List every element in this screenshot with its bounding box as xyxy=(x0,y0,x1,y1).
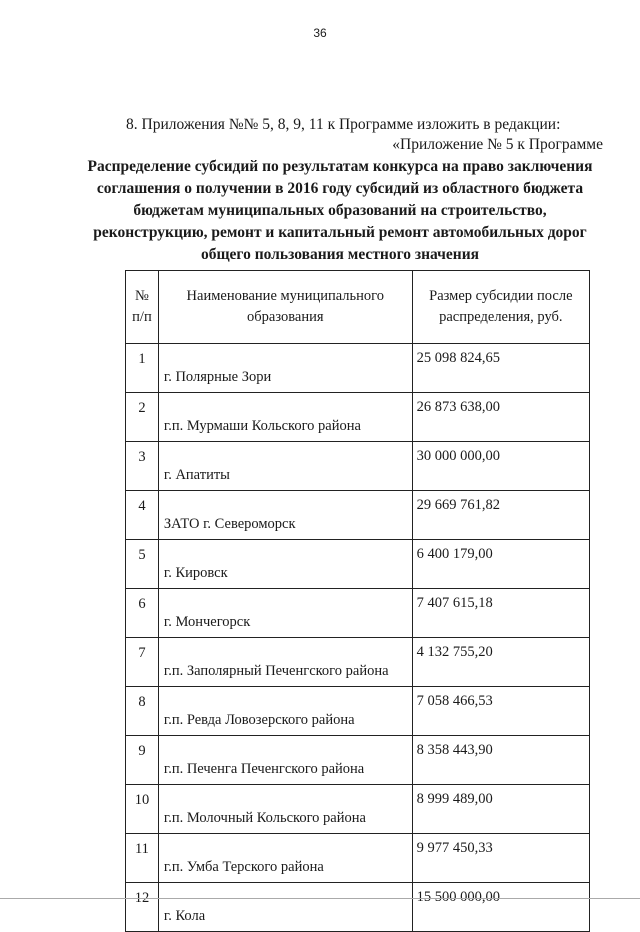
municipality-name: ЗАТО г. Североморск xyxy=(158,491,412,540)
row-number: 1 xyxy=(126,344,159,393)
table-row xyxy=(126,589,590,638)
document-heading xyxy=(70,156,610,266)
municipality-name: г.п. Умба Терского района xyxy=(158,834,412,883)
table-row xyxy=(126,687,590,736)
table-row xyxy=(126,393,590,442)
subsidy-amount: 4 132 755,20 xyxy=(412,638,589,687)
municipality-name: г.п. Заполярный Печенгского района xyxy=(158,638,412,687)
heading-line: реконструкцию, ремонт и капитальный ремонт автомобильных дорог xyxy=(93,224,587,241)
heading-line: бюджетам муниципальных образований на строительство, xyxy=(133,202,547,219)
header-amount-line: распределения, руб. xyxy=(439,309,563,325)
municipality-name: г. Полярные Зори xyxy=(158,344,412,393)
municipality-name: г.п. Мурмаши Кольского района xyxy=(158,393,412,442)
header-name xyxy=(158,271,412,344)
subsidy-amount: 25 098 824,65 xyxy=(412,344,589,393)
municipality-name: г.п. Ревда Ловозерского района xyxy=(158,687,412,736)
subsidy-amount: 6 400 179,00 xyxy=(412,540,589,589)
row-number: 4 xyxy=(126,491,159,540)
table-row xyxy=(126,834,590,883)
subsidy-amount: 7 407 615,18 xyxy=(412,589,589,638)
subsidy-amount: 15 500 000,00 xyxy=(412,883,589,932)
header-name-line: образования xyxy=(247,309,324,325)
appendix-reference: «Приложение № 5 к Программе xyxy=(392,136,603,153)
heading-line: Распределение субсидий по результатам конкурса на право заключения xyxy=(87,158,593,175)
heading-line: общего пользования местного значения xyxy=(200,246,480,263)
table-row xyxy=(126,344,590,393)
header-num-line: п/п xyxy=(132,309,152,325)
row-number: 7 xyxy=(126,638,159,687)
page-bottom-edge xyxy=(0,898,640,899)
header-num-line: № xyxy=(135,288,149,304)
municipality-name: г. Апатиты xyxy=(158,442,412,491)
subsidy-amount: 9 977 450,33 xyxy=(412,834,589,883)
subsidy-amount: 8 358 443,90 xyxy=(412,736,589,785)
row-number: 8 xyxy=(126,687,159,736)
heading-line: соглашения о получении в 2016 году субсидий из областного бюджета xyxy=(96,180,584,197)
intro-paragraph: 8. Приложения №№ 5, 8, 9, 11 к Программе изложить в редакции: xyxy=(126,116,561,133)
table-row xyxy=(126,638,590,687)
table-header-row xyxy=(126,271,590,344)
municipality-name: г. Кола xyxy=(158,883,412,932)
table-row xyxy=(126,491,590,540)
row-number: 5 xyxy=(126,540,159,589)
subsidy-amount: 30 000 000,00 xyxy=(412,442,589,491)
subsidy-table xyxy=(125,270,590,932)
table-row xyxy=(126,736,590,785)
subsidy-amount: 8 999 489,00 xyxy=(412,785,589,834)
row-number: 12 xyxy=(126,883,159,932)
row-number: 10 xyxy=(126,785,159,834)
table-row xyxy=(126,540,590,589)
municipality-name: г.п. Печенга Печенгского района xyxy=(158,736,412,785)
table-row xyxy=(126,442,590,491)
row-number: 6 xyxy=(126,589,159,638)
row-number: 2 xyxy=(126,393,159,442)
header-amount xyxy=(412,271,589,344)
row-number: 11 xyxy=(126,834,159,883)
header-amount-line: Размер субсидии после xyxy=(429,288,573,304)
header-name-line: Наименование муниципального xyxy=(186,288,384,304)
table-row xyxy=(126,785,590,834)
municipality-name: г. Кировск xyxy=(158,540,412,589)
row-number: 9 xyxy=(126,736,159,785)
municipality-name: г.п. Молочный Кольского района xyxy=(158,785,412,834)
page-number: 36 xyxy=(313,26,327,40)
header-num xyxy=(126,271,159,344)
row-number: 3 xyxy=(126,442,159,491)
table-row xyxy=(126,883,590,932)
subsidy-amount: 26 873 638,00 xyxy=(412,393,589,442)
subsidy-amount: 29 669 761,82 xyxy=(412,491,589,540)
municipality-name: г. Мончегорск xyxy=(158,589,412,638)
subsidy-amount: 7 058 466,53 xyxy=(412,687,589,736)
